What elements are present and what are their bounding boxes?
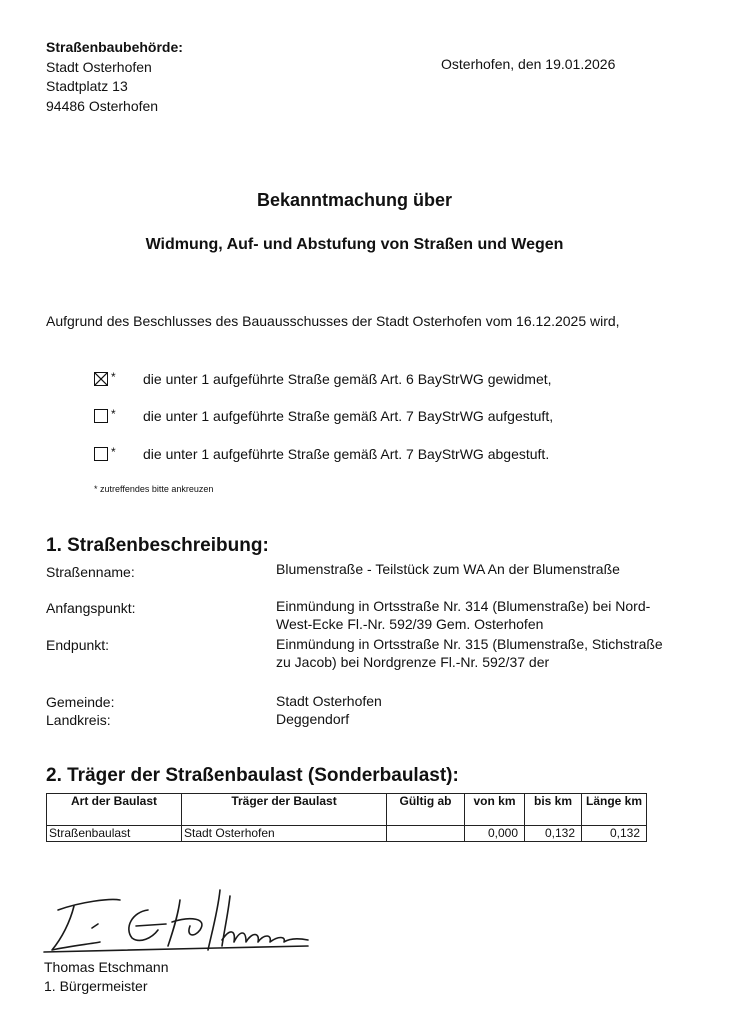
column-header: bis km [525,794,582,826]
handwritten-signature [40,880,320,960]
table-cell [387,826,465,842]
value-endpunkt: Einmündung in Ortsstraße Nr. 315 (Blumenstraße, Stichstraße zu Jacob) bei Nordgrenze Fl.-Nr. 592/37 der [276,636,663,670]
authority-address [46,38,183,116]
option-mark: * [111,407,116,421]
checkbox-hint: * zutreffendes bitte ankreuzen [94,484,214,494]
date-line: Osterhofen, den 19.01.2026 [441,56,616,72]
table-row [47,826,647,842]
label-strassenname: Straßenname: [46,564,135,580]
table-cell: Stadt Osterhofen [182,826,387,842]
label-gemeinde: Gemeinde: [46,694,115,710]
authority-street: Stadtplatz 13 [46,78,128,94]
checkbox-unchecked-icon[interactable] [94,447,108,461]
column-header: Träger der Baulast [182,794,387,826]
option-mark: * [111,445,116,459]
table-header-row [47,794,647,826]
authority-city: 94486 Osterhofen [46,97,159,114]
label-landkreis: Landkreis: [46,712,111,728]
value-strassenname: Blumenstraße - Teilstück zum WA An der Blumenstraße [276,561,620,577]
value-landkreis: Deggendorf [276,711,350,727]
value-gemeinde: Stadt Osterhofen [276,693,382,709]
checkbox-unchecked-icon[interactable] [94,409,108,423]
section1-heading: 1. Straßenbeschreibung: [46,535,269,556]
column-header: Gültig ab [387,794,465,826]
table-cell: 0,000 [465,826,525,842]
signatory-name: Thomas Etschmann [44,959,169,975]
intro-text: Aufgrund des Beschlusses des Bauausschusses der Stadt Osterhofen vom 16.12.2025 wird, [46,313,620,329]
page-subtitle: Widmung, Auf- und Abstufung von Straßen und Wegen [145,236,564,253]
option-label: die unter 1 aufgeführte Straße gemäß Art. 7 BayStrWG aufgestuft, [143,408,554,424]
table-cell: Straßenbaulast [47,826,182,842]
authority-name: Stadt Osterhofen [46,58,152,75]
table-cell: 0,132 [582,826,647,842]
label-endpunkt: Endpunkt: [46,637,110,653]
option-mark: * [111,370,116,384]
value-anfangspunkt: Einmündung in Ortsstraße Nr. 314 (Blumenstraße) bei Nord-West-Ecke Fl.-Nr. 592/39 Gem. Osterhofen [276,598,651,632]
signatory-block [44,958,169,996]
page-title: Bekanntmachung über [256,190,453,210]
baulast-table [46,793,647,842]
option-label: die unter 1 aufgeführte Straße gemäß Art. 7 BayStrWG abgestuft. [143,446,550,462]
authority-heading: Straßenbaubehörde: [46,39,183,55]
section2-heading: 2. Träger der Straßenbaulast (Sonderbaulast): [46,765,459,786]
column-header: von km [465,794,525,826]
checkbox-checked-icon[interactable] [94,372,108,386]
option-label: die unter 1 aufgeführte Straße gemäß Art. 6 BayStrWG gewidmet, [143,371,552,387]
table-cell: 0,132 [525,826,582,842]
column-header: Länge km [582,794,647,826]
label-anfangspunkt: Anfangspunkt: [46,600,136,616]
signatory-role: 1. Bürgermeister [44,978,148,994]
column-header: Art der Baulast [47,794,182,826]
